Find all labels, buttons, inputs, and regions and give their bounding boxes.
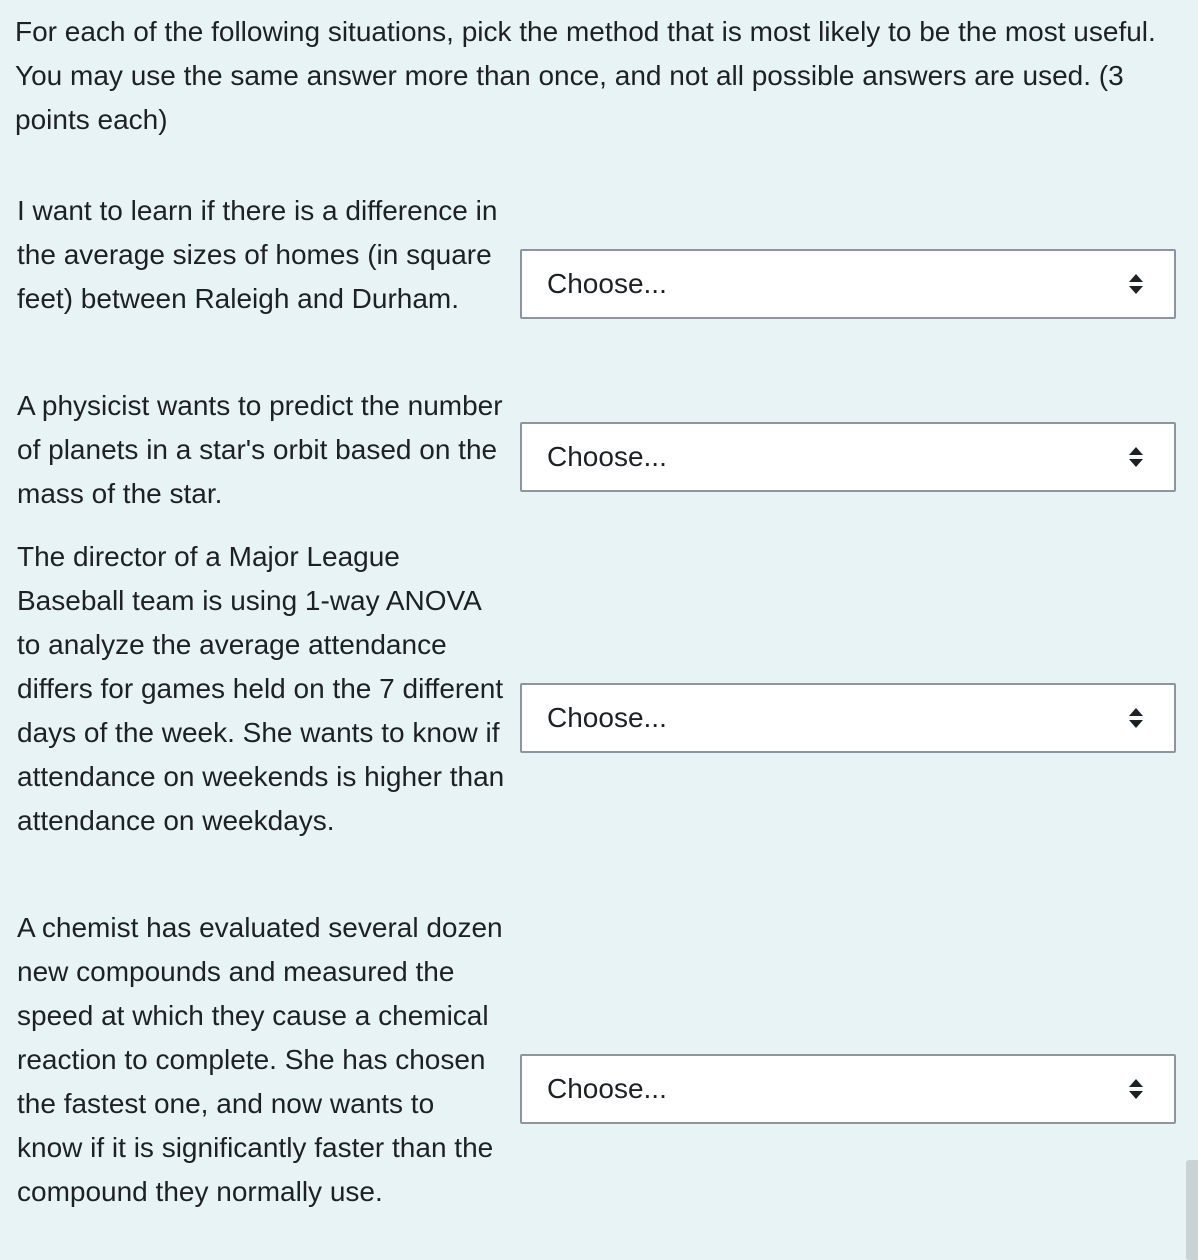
question-2-answer-select[interactable] — [520, 422, 1176, 492]
up-down-arrows-icon — [1128, 445, 1144, 469]
question-1-text: I want to learn if there is a difference in the average sizes of homes (in square feet) between Raleigh and Durham. — [17, 195, 498, 314]
up-down-arrows-icon — [1128, 706, 1144, 730]
question-3-answer-select[interactable] — [520, 683, 1176, 753]
question-2-selected-value: Choose... — [547, 441, 667, 472]
page-scrollbar[interactable] — [1186, 1160, 1198, 1260]
question-3-selected-value: Choose... — [547, 702, 667, 733]
question-3-text: The director of a Major League Baseball team is using 1-way ANOVA to analyze the average attendance differs for games held on the 7 different days of the week. She wants to know if attendance on weekends is higher than attendance on weekdays. — [17, 541, 505, 836]
instructions-text: For each of the following situations, pick the method that is most likely to be the most useful. You may use the same answer more than once, and not all possible answers are used. (3 points each) — [15, 16, 1156, 135]
question-4-selected-value: Choose... — [547, 1073, 667, 1104]
question-4-answer-select[interactable] — [520, 1054, 1176, 1124]
up-down-arrows-icon — [1128, 1077, 1144, 1101]
up-down-arrows-icon — [1128, 272, 1144, 296]
question-4-text: A chemist has evaluated several dozen new compounds and measured the speed at which they cause a chemical reaction to complete. She has chosen the fastest one, and now wants to know if it is significantly faster than the compound they normally use. — [17, 912, 503, 1207]
question-2-text: A physicist wants to predict the number of planets in a star's orbit based on the mass of the star. — [17, 390, 503, 509]
question-1-selected-value: Choose... — [547, 268, 667, 299]
question-1-answer-select[interactable] — [520, 249, 1176, 319]
